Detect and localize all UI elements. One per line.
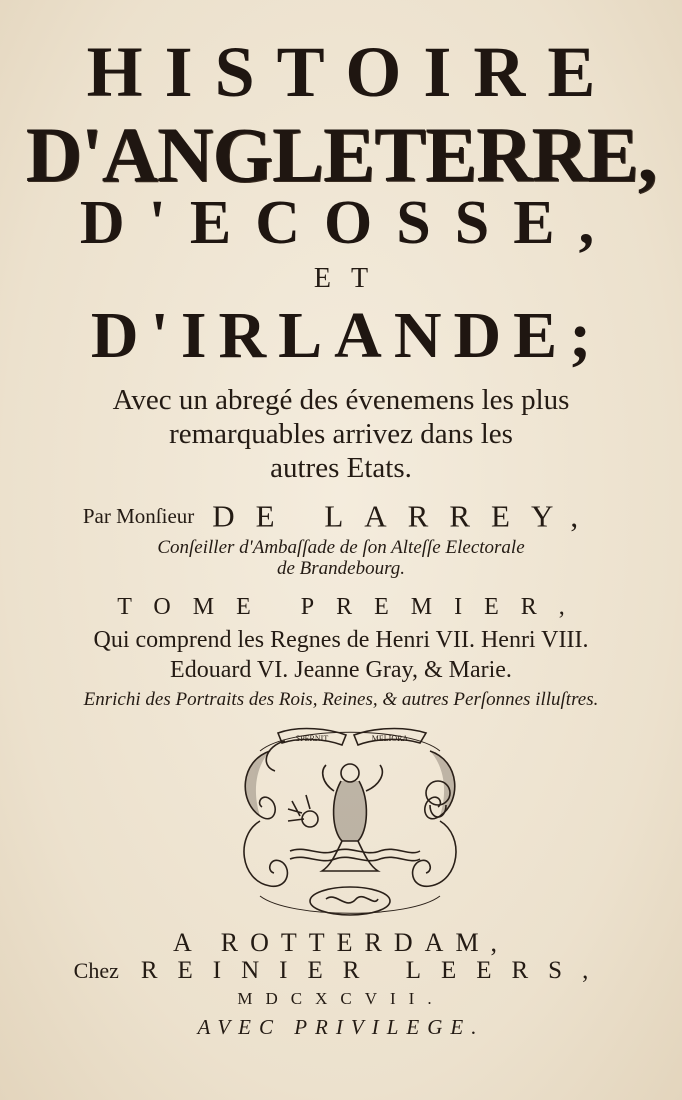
imprint-privilege: AVEC PRIVILEGE. [197,1015,485,1039]
imprint-chez: Chez [73,958,119,983]
printer-device-vignette-icon [230,721,470,921]
subtitle-line-3: autres Etats. [270,452,412,484]
imprint-printer: REINIER LEERS, [140,957,609,984]
contents-line-2: Edouard VI. Jeanne Gray, & Marie. [170,657,512,683]
author-line [0,496,682,536]
vignette-ribbon-right: MELIORA [371,734,409,743]
title-irlande: D'IRLANDE; [90,299,604,372]
imprint-city-text: A ROTTERDAM, [172,928,510,957]
enrichment-note: Enrichi des Portraits des Rois, Reines, & autres Perſonnes illuſtres. [83,689,599,710]
vignette-ribbon-left: SPERNIT [295,734,329,743]
title-ecosse: D'ECOSSE, [79,189,619,257]
author-prefix: Par Monſieur [82,504,195,529]
imprint-year: MDCXCVII. [237,989,445,1008]
author-credential-2: de Brandebourg. [276,558,406,579]
title-histoire: HISTOIRE [86,32,618,112]
imprint-printer-line [0,956,682,986]
subtitle-line-1: Avec un abregé des évenemens les plus [112,384,570,416]
subtitle-line-2: remarquables arrivez dans les [169,418,513,450]
volume-label: TOME PREMIER, [117,594,587,620]
author-credential-1: Conſeiller d'Ambaſſade de ſon Alteſſe Electorale [157,537,525,558]
author-name: DE LARREY, [212,498,600,534]
contents-line-1: Qui comprend les Regnes de Henri VII. Henri VIII. [93,627,589,653]
title-et: ET [313,263,389,294]
imprint-city [0,928,682,959]
title-angleterre: D'ANGLETERRE, [25,111,657,198]
